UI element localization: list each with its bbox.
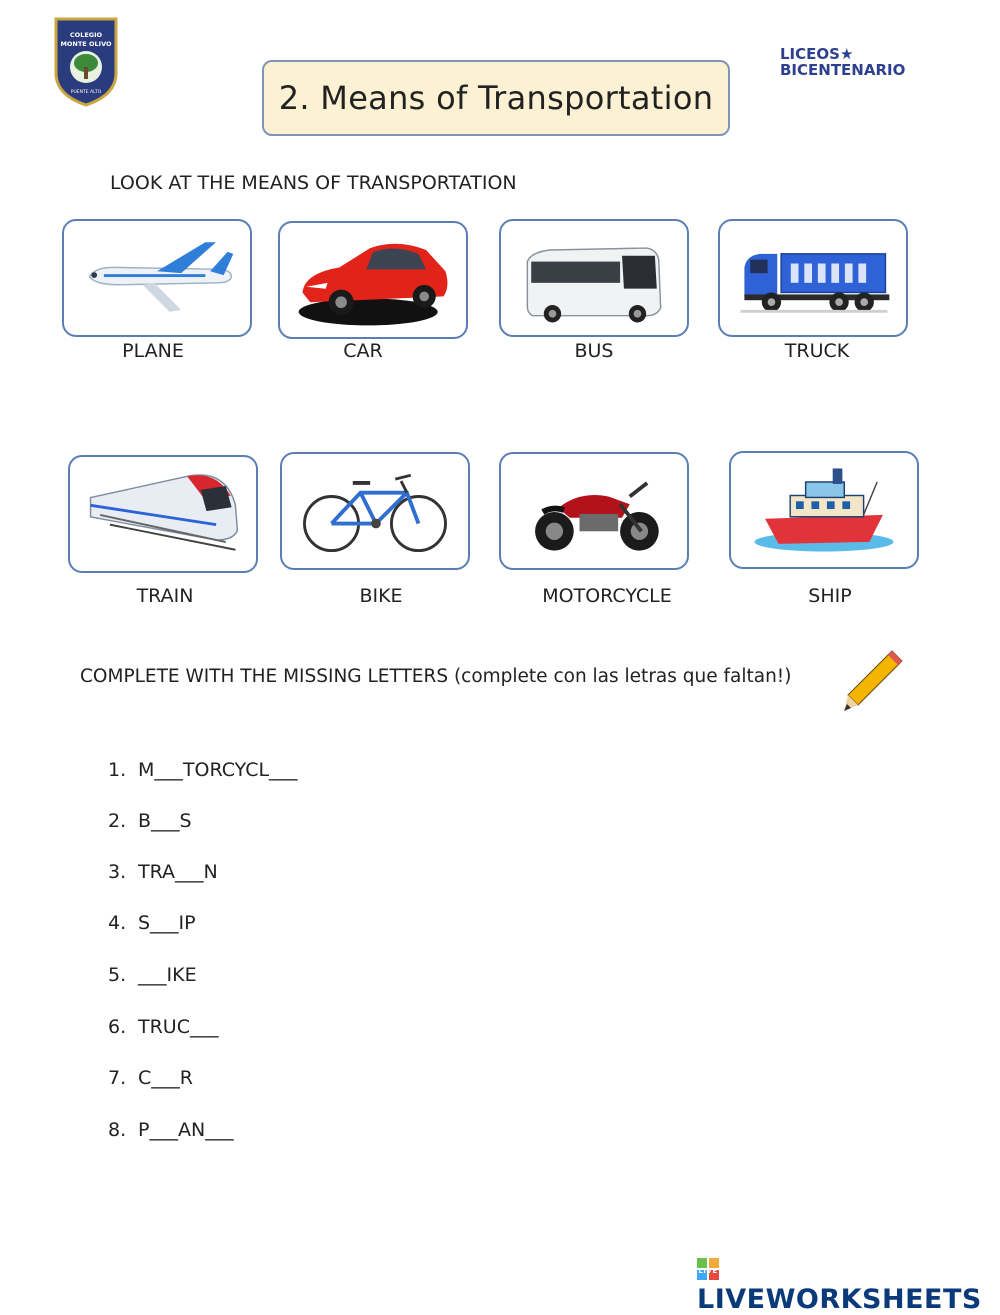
plane-icon	[64, 221, 250, 335]
liceos-bicentenario-logo	[780, 46, 905, 78]
label-ship: SHIP	[808, 585, 852, 607]
label-bike: BIKE	[359, 585, 403, 607]
logo-text-3: PUENTE ALTO	[70, 90, 102, 95]
bus-icon	[501, 221, 687, 335]
motorcycle-icon	[501, 454, 687, 568]
card-ship	[729, 451, 919, 569]
card-motorcycle	[499, 452, 689, 570]
exercise-number: 7.	[108, 1067, 127, 1089]
exercise-4[interactable]	[108, 912, 196, 934]
label-train: TRAIN	[136, 585, 194, 607]
page-title: 2. Means of Transportation	[262, 60, 730, 136]
exercise-5[interactable]	[108, 964, 197, 986]
exercise-6[interactable]	[108, 1016, 218, 1038]
exercise-number: 1.	[108, 759, 127, 781]
card-plane	[62, 219, 252, 337]
pencil-icon	[840, 645, 906, 715]
liveworksheets-mark-text: LIVE	[698, 1267, 718, 1275]
label-plane: PLANE	[122, 340, 184, 362]
ship-icon	[731, 453, 917, 567]
exercise-2[interactable]	[108, 810, 192, 832]
liveworksheets-text: LIVEWORKSHEETS	[697, 1284, 982, 1315]
exercise-number: 4.	[108, 912, 127, 934]
exercise-8[interactable]	[108, 1119, 234, 1141]
exercise-word: M___TORCYCL___	[138, 759, 298, 781]
instruction-look: LOOK AT THE MEANS OF TRANSPORTATION	[110, 172, 517, 194]
train-icon	[70, 457, 256, 571]
brand-star-icon: ★	[839, 45, 854, 63]
exercise-word: P___AN___	[138, 1119, 234, 1141]
label-bus: BUS	[574, 340, 614, 362]
card-car	[278, 221, 468, 339]
pencil-image	[840, 645, 906, 715]
card-train	[68, 455, 258, 573]
brand-line-2: BICENTENARIO	[780, 61, 906, 79]
school-logo	[52, 15, 120, 107]
exercise-word: S___IP	[138, 912, 196, 934]
logo-text-1: COLEGIO	[69, 31, 103, 39]
exercise-3[interactable]	[108, 861, 218, 883]
liveworksheets-mark-icon	[697, 1258, 719, 1280]
exercise-number: 5.	[108, 964, 127, 986]
exercise-word: TRUC___	[138, 1016, 219, 1038]
exercise-word: ___IKE	[138, 964, 197, 986]
label-truck: TRUCK	[784, 340, 850, 362]
exercise-1[interactable]	[108, 759, 298, 781]
truck-icon	[720, 221, 906, 335]
exercise-word: B___S	[138, 810, 192, 832]
card-bike	[280, 452, 470, 570]
exercise-number: 6.	[108, 1016, 127, 1038]
liveworksheets-logo	[697, 1253, 1000, 1315]
bike-icon	[282, 454, 468, 568]
car-icon	[280, 223, 466, 337]
exercise-word: TRA___N	[138, 861, 218, 883]
card-truck	[718, 219, 908, 337]
card-bus	[499, 219, 689, 337]
exercise-number: 8.	[108, 1119, 127, 1141]
instruction-complete: COMPLETE WITH THE MISSING LETTERS (complete con las letras que faltan!)	[80, 666, 792, 687]
exercise-7[interactable]	[108, 1067, 193, 1089]
label-motorcycle: MOTORCYCLE	[542, 585, 672, 607]
exercise-number: 3.	[108, 861, 127, 883]
logo-text-2: MONTE OLIVO	[60, 40, 112, 48]
school-shield-icon	[52, 15, 120, 107]
brand-line-1: LICEOS	[780, 45, 840, 63]
exercise-number: 2.	[108, 810, 127, 832]
exercise-word: C___R	[138, 1067, 193, 1089]
label-car: CAR	[343, 340, 383, 362]
